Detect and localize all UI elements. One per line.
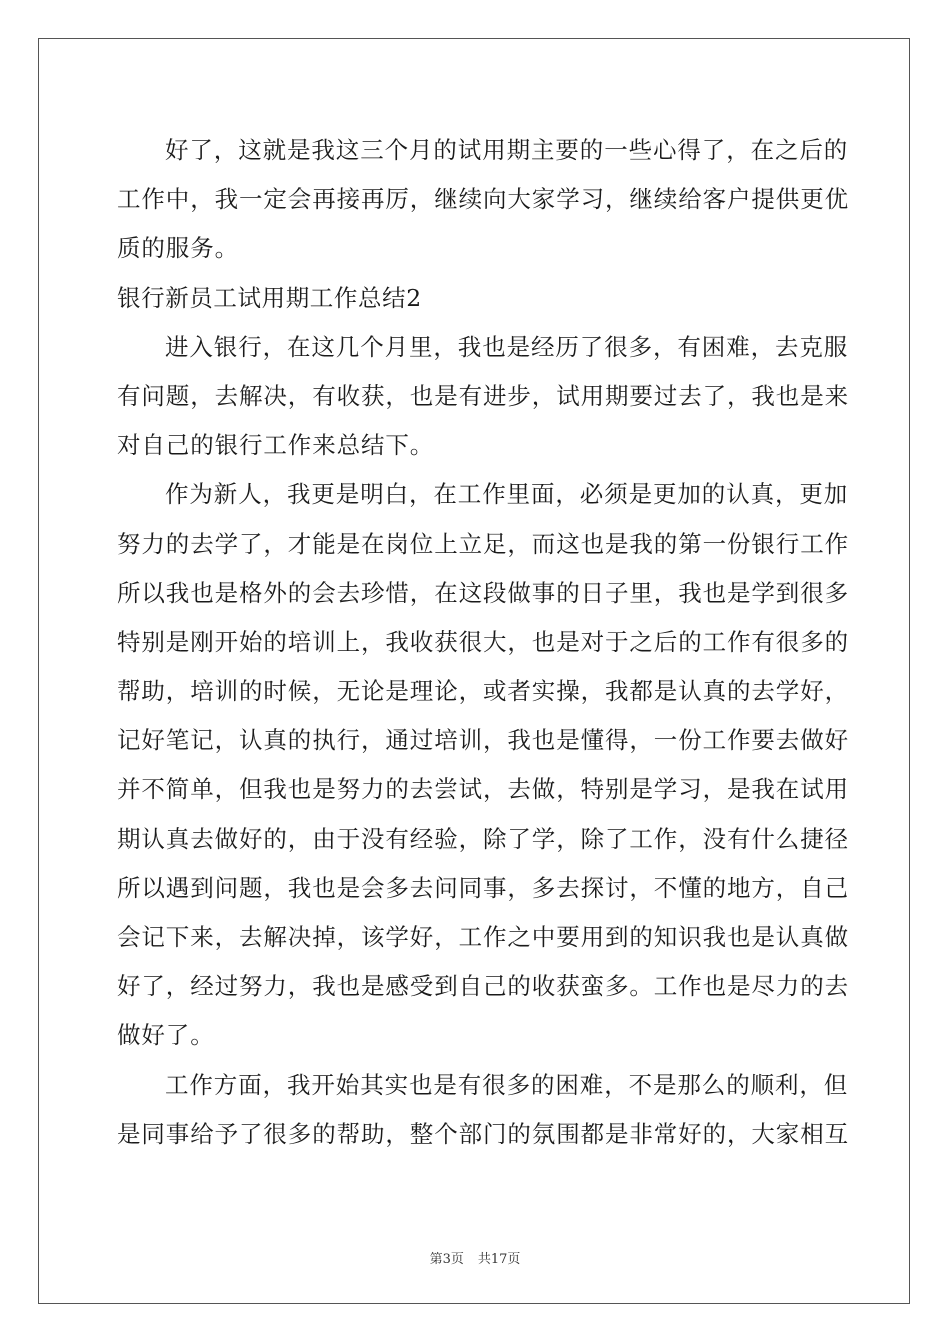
text-line: 期认真去做好的，由于没有经验，除了学，除了工作，没有什么捷径: [117, 824, 849, 853]
paragraph: [117, 323, 849, 471]
page-footer: [0, 1248, 950, 1267]
text-line: 作为新人，我更是明白，在工作里面，必须是更加的认真，更加: [165, 480, 849, 509]
paragraph: [117, 1061, 849, 1159]
page-number: 第3页: [429, 1252, 464, 1267]
document-body: [117, 126, 849, 1159]
text-line: 是同事给予了很多的帮助，整个部门的氛围都是非常好的，大家相互: [117, 1119, 849, 1148]
text-line: 对自己的银行工作来总结下。: [117, 431, 435, 460]
text-line: 做好了。: [117, 1021, 215, 1050]
text-line: 帮助，培训的时候，无论是理论，或者实操，我都是认真的去学好，: [117, 677, 849, 706]
text-line: 进入银行，在这几个月里，我也是经历了很多，有困难，去克服: [165, 332, 849, 361]
text-line: 努力的去学了，才能是在岗位上立足，而这也是我的第一份银行工作: [117, 529, 849, 558]
paragraph: [117, 126, 849, 274]
paragraph: [117, 470, 849, 1060]
text-line: 所以遇到问题，我也是会多去问同事，多去探讨，不懂的地方，自己: [117, 873, 849, 902]
text-line: 好了，经过努力，我也是感受到自己的收获蛮多。工作也是尽力的去: [117, 972, 849, 1001]
text-line: 并不简单，但我也是努力的去尝试，去做，特别是学习，是我在试用: [117, 775, 849, 804]
page-total: 共17页: [477, 1252, 521, 1267]
text-line: 有问题，去解决，有收获，也是有进步，试用期要过去了，我也是来: [117, 381, 849, 410]
text-line: 特别是刚开始的培训上，我收获很大，也是对于之后的工作有很多的: [117, 627, 849, 656]
text-line: 工作方面，我开始其实也是有很多的困难，不是那么的顺利，但: [165, 1070, 849, 1099]
text-line: 工作中，我一定会再接再厉，继续向大家学习，继续给客户提供更优: [117, 185, 849, 214]
text-line: 会记下来，去解决掉，该学好，工作之中要用到的知识我也是认真做: [117, 923, 849, 951]
section-heading: 银行新员工试用期工作总结2: [117, 283, 422, 312]
text-line: 记好笔记，认真的执行，通过培训，我也是懂得，一份工作要去做好: [117, 726, 849, 755]
text-line: 质的服务。: [117, 234, 239, 263]
text-line: 好了，这就是我这三个月的试用期主要的一些心得了，在之后的: [165, 136, 849, 164]
text-line: 所以我也是格外的会去珍惜，在这段做事的日子里，我也是学到很多: [117, 578, 849, 607]
